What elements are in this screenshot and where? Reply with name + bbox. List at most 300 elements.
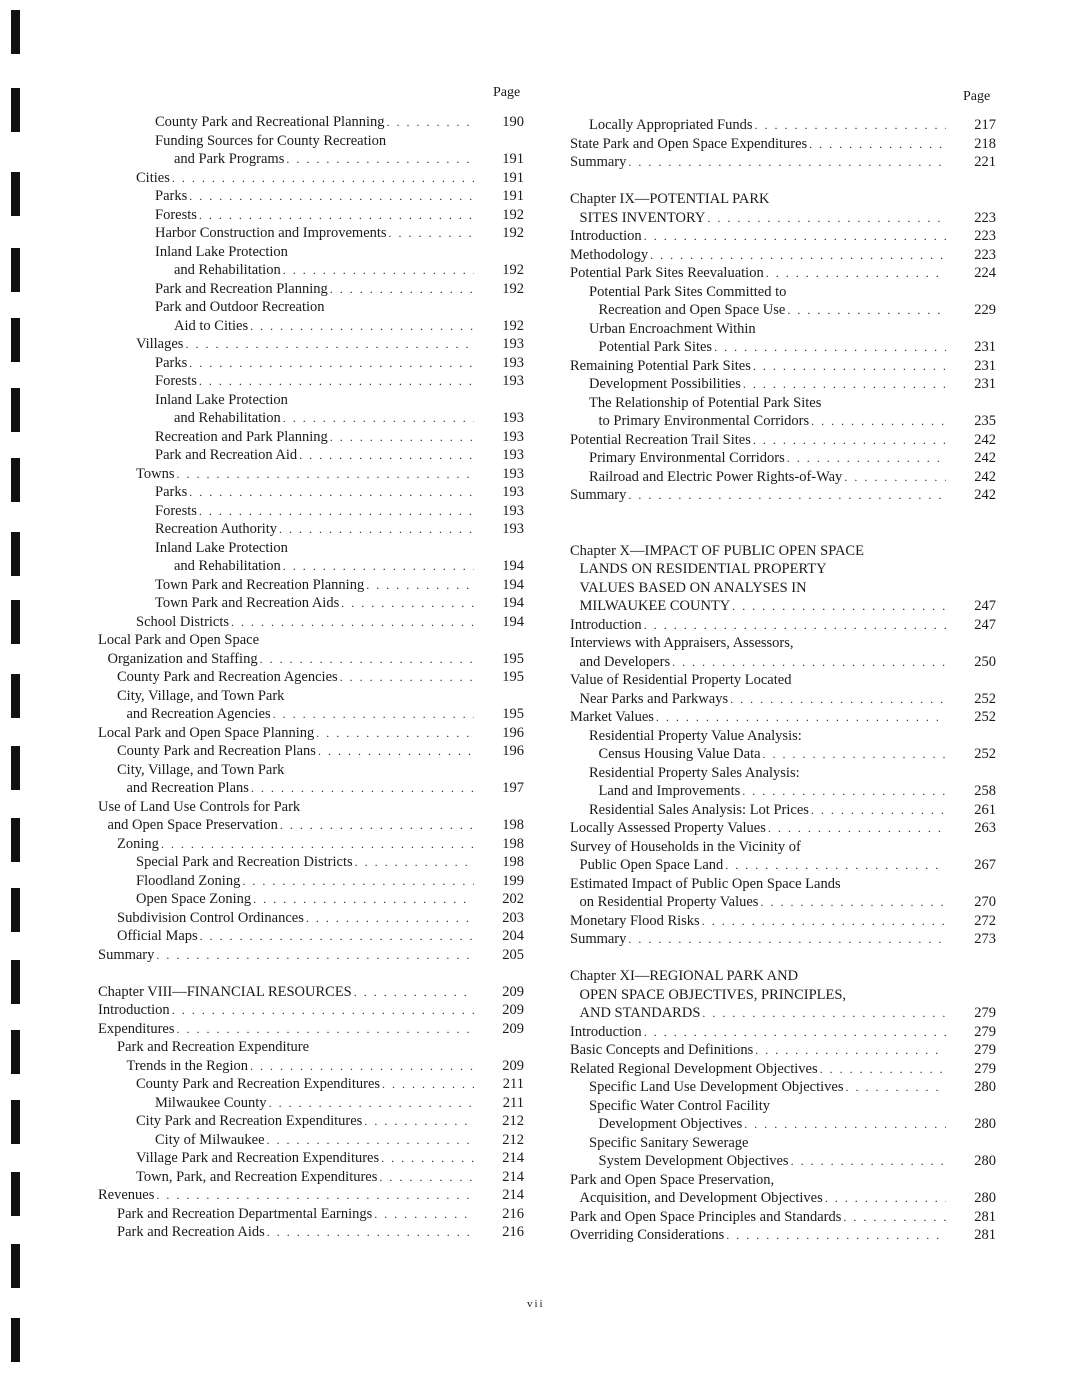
dot-leader — [374, 1205, 474, 1224]
toc-entry-page: 216 — [502, 1224, 524, 1240]
toc-entry — [570, 745, 996, 764]
toc-list-left — [98, 113, 524, 1242]
toc-entry-title: Floodland Zoning — [136, 872, 241, 889]
toc-entry-page: 198 — [502, 817, 524, 833]
toc-entry — [570, 782, 996, 801]
toc-entry-title: Aid to Cities — [174, 317, 249, 334]
dot-leader — [189, 187, 474, 206]
toc-entry — [98, 983, 524, 1002]
toc-entry-title: Parks — [155, 188, 188, 204]
toc-entry-title: Potential Park Sites Committed to — [589, 283, 787, 300]
dot-leader — [189, 354, 474, 373]
binder-hole — [11, 88, 20, 132]
toc-entry — [570, 1041, 996, 1060]
toc-entry — [570, 1078, 996, 1097]
toc-entry-page: 205 — [502, 946, 524, 963]
dot-leader — [283, 261, 474, 280]
toc-entry — [570, 634, 996, 653]
toc-entry-page: 279 — [974, 1005, 996, 1021]
dot-leader — [725, 856, 946, 875]
toc-entry — [570, 1152, 996, 1171]
toc-entry-title: Remaining Potential Park Sites — [570, 357, 751, 374]
binder-hole — [11, 818, 20, 862]
dot-leader — [355, 853, 474, 872]
dot-leader — [730, 690, 946, 709]
toc-entry-page: 204 — [502, 928, 524, 944]
dot-leader — [628, 153, 946, 172]
dot-leader — [811, 412, 946, 431]
dot-leader — [650, 246, 946, 265]
dot-leader — [628, 930, 946, 949]
toc-entry-title: and Rehabilitation — [174, 262, 281, 278]
toc-entry-title: Related Regional Development Objectives — [570, 1060, 818, 1077]
toc-entry-page: 191 — [502, 188, 524, 204]
toc-entry-page: 194 — [502, 595, 524, 611]
toc-entry-title: State Park and Open Space Expenditures — [570, 135, 808, 152]
toc-entry-page: 195 — [502, 706, 524, 722]
toc-entry — [570, 246, 996, 265]
toc-entry — [98, 724, 524, 743]
toc-entry — [98, 687, 524, 706]
toc-entry-page: 192 — [502, 262, 524, 278]
toc-entry-page: 197 — [502, 780, 524, 796]
toc-entry — [98, 539, 524, 558]
toc-entry-title: Forests — [155, 206, 197, 223]
toc-entry-page: 280 — [974, 1079, 996, 1095]
toc-entry-page: 195 — [502, 669, 524, 685]
toc-entry-page: 247 — [974, 616, 996, 633]
toc-entry — [570, 412, 996, 431]
toc-entry-page: 250 — [974, 653, 996, 670]
binder-hole — [11, 1030, 20, 1074]
toc-entry-page: 192 — [502, 206, 524, 223]
toc-entry — [98, 557, 524, 576]
toc-entry — [98, 1186, 524, 1205]
binder-hole — [11, 458, 20, 502]
toc-entry — [98, 261, 524, 280]
dot-leader — [354, 983, 474, 1002]
toc-entry-page: 252 — [974, 709, 996, 725]
toc-entry — [570, 1134, 996, 1153]
toc-entry — [98, 631, 524, 650]
toc-entry-page: 252 — [974, 746, 996, 762]
toc-entry-title: The Relationship of Potential Park Sites — [589, 394, 822, 411]
toc-entry — [570, 468, 996, 487]
toc-entry-title: Expenditures — [98, 1020, 175, 1037]
toc-entry-title: Forests — [155, 502, 197, 519]
toc-entry-page: 247 — [974, 598, 996, 614]
toc-entry — [570, 116, 996, 135]
toc-entry-page: 258 — [974, 783, 996, 799]
toc-entry — [98, 132, 524, 151]
toc-entry-page: 280 — [974, 1116, 996, 1132]
toc-entry-title: Park and Recreation Departmental Earnings — [117, 1205, 373, 1222]
toc-entry-title: Park and Recreation Aid — [155, 447, 298, 463]
dot-leader — [330, 428, 474, 447]
dot-leader — [299, 446, 474, 465]
binder-hole — [11, 746, 20, 790]
toc-entry-title: Towns — [136, 465, 175, 482]
toc-entry — [98, 650, 524, 669]
dot-leader — [279, 520, 474, 539]
binder-hole — [11, 888, 20, 932]
dot-leader — [283, 409, 474, 428]
toc-entry-title: Local Park and Open Space — [98, 632, 260, 648]
toc-entry-page: 223 — [974, 228, 996, 244]
toc-entry-page: 198 — [502, 835, 524, 852]
section-spacer — [98, 964, 524, 983]
toc-entry-title: SITES INVENTORY — [579, 209, 706, 226]
toc-entry — [570, 486, 996, 505]
toc-entry-title: Summary — [570, 154, 627, 170]
toc-entry-page: 218 — [974, 135, 996, 152]
toc-entry — [98, 335, 524, 354]
section-spacer — [570, 505, 996, 524]
toc-entry-page: 270 — [974, 894, 996, 910]
dot-leader — [763, 745, 946, 764]
toc-entry-title: and Open Space Preservation — [107, 817, 278, 833]
toc-entry-title: VALUES BASED ON ANALYSES IN — [579, 579, 807, 596]
toc-entry-title: Parks — [155, 354, 188, 371]
toc-entry-title: Census Housing Value Data — [598, 746, 761, 762]
dot-leader — [366, 576, 474, 595]
toc-entry-title: Official Maps — [117, 928, 198, 944]
toc-entry-title: Potential Recreation Trail Sites — [570, 431, 751, 448]
page-folio: vii — [527, 1298, 545, 1310]
toc-entry — [98, 1205, 524, 1224]
dot-leader — [306, 909, 474, 928]
toc-entry — [570, 394, 996, 413]
toc-entry — [570, 1115, 996, 1134]
dot-leader — [156, 946, 474, 965]
toc-entry-title: OPEN SPACE OBJECTIVES, PRINCIPLES, — [579, 986, 847, 1003]
toc-entry — [98, 761, 524, 780]
toc-entry-title: Town, Park, and Recreation Expenditures — [136, 1168, 378, 1185]
toc-entry-page: 279 — [974, 1060, 996, 1077]
toc-entry-title: Specific Water Control Facility — [589, 1097, 770, 1114]
toc-entry — [98, 798, 524, 817]
toc-entry — [98, 150, 524, 169]
toc-entry — [98, 465, 524, 484]
toc-entry-title: Methodology — [570, 246, 649, 263]
toc-entry — [570, 560, 996, 579]
toc-entry — [98, 927, 524, 946]
toc-entry — [570, 671, 996, 690]
toc-entry — [98, 779, 524, 798]
toc-entry-title: Survey of Households in the Vicinity of — [570, 838, 801, 855]
toc-entry-page: 242 — [974, 431, 996, 448]
dot-leader — [286, 150, 474, 169]
dot-leader — [707, 209, 946, 228]
toc-entry-title: Development Objectives — [598, 1116, 743, 1132]
toc-entry — [570, 1189, 996, 1208]
toc-entry-title: LANDS ON RESIDENTIAL PROPERTY — [579, 561, 827, 577]
toc-entry-title: and Recreation Agencies — [126, 706, 271, 722]
toc-entry-page: 235 — [974, 413, 996, 429]
toc-entry-title: Railroad and Electric Power Rights-of-Way — [589, 468, 843, 485]
dot-leader — [825, 1189, 946, 1208]
toc-entry-title: Town Park and Recreation Aids — [155, 595, 340, 611]
dot-leader — [253, 890, 474, 909]
toc-entry-page: 193 — [502, 484, 524, 500]
toc-entry — [570, 708, 996, 727]
toc-entry-page: 193 — [502, 336, 524, 352]
toc-entry-page: 223 — [974, 246, 996, 263]
toc-entry — [98, 354, 524, 373]
toc-entry-title: Use of Land Use Controls for Park — [98, 798, 301, 815]
toc-entry-title: City of Milwaukee — [155, 1131, 265, 1148]
toc-entry-title: Milwaukee County — [155, 1094, 267, 1111]
dot-leader — [364, 1112, 474, 1131]
toc-entry-title: County Park and Recreation Agencies — [117, 669, 338, 685]
toc-entry-title: Summary — [98, 946, 155, 963]
toc-entry-title: Recreation and Park Planning — [155, 428, 328, 445]
toc-entry-title: Acquisition, and Development Objectives — [579, 1190, 823, 1206]
binder-hole — [11, 1172, 20, 1216]
toc-entry — [570, 320, 996, 339]
dot-leader — [755, 1041, 946, 1060]
toc-entry-title: Chapter X—IMPACT OF PUBLIC OPEN SPACE — [570, 542, 864, 559]
toc-entry-title: Locally Assessed Property Values — [570, 820, 766, 836]
toc-entry — [570, 893, 996, 912]
toc-entry — [98, 1020, 524, 1039]
toc-entry — [98, 280, 524, 299]
dot-leader — [702, 912, 946, 931]
toc-entry — [98, 1112, 524, 1131]
dot-leader — [199, 502, 474, 521]
toc-entry-page: 223 — [974, 209, 996, 226]
toc-entry — [98, 446, 524, 465]
dot-leader — [809, 135, 946, 154]
toc-entry-title: Land and Improvements — [598, 783, 741, 799]
toc-entry-page: 202 — [502, 891, 524, 907]
toc-entry-title: Potential Park Sites — [598, 339, 713, 355]
toc-entry-page: 191 — [502, 151, 524, 167]
toc-entry-title: Introduction — [570, 228, 642, 244]
toc-entry-page: 192 — [502, 280, 524, 297]
toc-entry — [570, 209, 996, 228]
dot-leader — [199, 206, 474, 225]
toc-entry — [98, 594, 524, 613]
toc-entry — [98, 946, 524, 965]
toc-entry-page: 221 — [974, 154, 996, 170]
toc-entry-title: Park and Recreation Expenditure — [117, 1039, 310, 1055]
dot-leader — [644, 1023, 946, 1042]
toc-entry — [570, 542, 996, 561]
toc-entry-page: 281 — [974, 1208, 996, 1225]
toc-entry-page: 211 — [502, 1094, 524, 1111]
toc-entry-title: Residential Sales Analysis: Lot Prices — [589, 801, 809, 818]
toc-entry — [98, 169, 524, 188]
dot-leader — [176, 465, 474, 484]
dot-leader — [811, 801, 946, 820]
toc-entry — [98, 1149, 524, 1168]
toc-entry-page: 196 — [502, 724, 524, 741]
dot-leader — [787, 449, 946, 468]
dot-leader — [280, 816, 474, 835]
toc-entry-title: Interviews with Appraisers, Assessors, — [570, 635, 794, 651]
toc-entry-page: 193 — [502, 354, 524, 371]
binder-hole — [11, 960, 20, 1004]
toc-entry-title: Chapter VIII—FINANCIAL RESOURCES — [98, 983, 352, 1000]
toc-entry — [98, 428, 524, 447]
toc-entry — [98, 742, 524, 761]
toc-entry-page: 203 — [502, 909, 524, 926]
toc-entry — [98, 1057, 524, 1076]
toc-entry-page: 252 — [974, 690, 996, 707]
toc-entry-title: City Park and Recreation Expenditures — [136, 1113, 363, 1129]
toc-entry-page: 190 — [502, 114, 524, 130]
toc-entry-title: Inland Lake Protection — [155, 243, 288, 260]
toc-entry — [98, 1223, 524, 1242]
toc-entry — [98, 890, 524, 909]
toc-entry-title: Inland Lake Protection — [155, 539, 288, 556]
dot-leader — [267, 1223, 474, 1242]
dot-leader — [714, 338, 946, 357]
toc-list-right — [570, 116, 996, 1245]
toc-entry-title: to Primary Environmental Corridors — [598, 413, 810, 429]
dot-leader — [185, 335, 474, 354]
toc-entry — [570, 986, 996, 1005]
binder-hole — [11, 600, 20, 644]
toc-entry — [570, 838, 996, 857]
toc-entry — [570, 1060, 996, 1079]
toc-entry-title: Introduction — [570, 1023, 642, 1040]
toc-entry-title: School Districts — [136, 613, 230, 630]
toc-entry — [570, 153, 996, 172]
toc-entry-title: Revenues — [98, 1187, 155, 1203]
toc-entry-title: City, Village, and Town Park — [117, 687, 285, 704]
dot-leader — [844, 468, 946, 487]
toc-entry — [98, 1131, 524, 1150]
toc-entry-page: 194 — [502, 576, 524, 593]
toc-entry — [570, 912, 996, 931]
dot-leader — [189, 483, 474, 502]
toc-entry-title: Cities — [136, 169, 170, 186]
toc-entry-title: Park and Open Space Principles and Standards — [570, 1208, 842, 1225]
toc-entry-page: 194 — [502, 613, 524, 630]
dot-leader — [250, 317, 474, 336]
toc-entry-page: 263 — [974, 820, 996, 836]
toc-entry-title: Market Values — [570, 709, 654, 725]
dot-leader — [283, 557, 474, 576]
toc-entry-page: 193 — [502, 521, 524, 537]
dot-leader — [161, 835, 474, 854]
toc-entry-title: Inland Lake Protection — [155, 391, 288, 408]
toc-entry — [98, 317, 524, 336]
toc-entry-title: Trends in the Region — [126, 1057, 249, 1074]
toc-entry-title: Urban Encroachment Within — [589, 320, 756, 337]
toc-entry-page: 214 — [502, 1168, 524, 1185]
toc-entry — [98, 502, 524, 521]
toc-entry — [98, 1168, 524, 1187]
dot-leader — [318, 742, 474, 761]
toc-entry — [98, 613, 524, 632]
toc-entry-page: 193 — [502, 410, 524, 426]
binder-hole — [11, 318, 20, 362]
dot-leader — [743, 375, 946, 394]
toc-entry-title: and Recreation Plans — [126, 780, 249, 796]
binder-hole-strip — [0, 0, 40, 1380]
binder-hole — [11, 674, 20, 718]
toc-entry-title: County Park and Recreational Planning — [155, 114, 385, 130]
toc-entry — [570, 1208, 996, 1227]
page-column-header-right: Page — [963, 89, 991, 104]
toc-entry — [98, 1075, 524, 1094]
dot-leader — [755, 116, 946, 135]
toc-entry-page: 242 — [974, 487, 996, 503]
toc-entry — [98, 576, 524, 595]
toc-entry — [98, 853, 524, 872]
toc-entry-page: 193 — [502, 447, 524, 463]
toc-entry-page: 212 — [502, 1113, 524, 1129]
toc-entry — [570, 801, 996, 820]
dot-leader — [672, 653, 946, 672]
toc-entry-page: 191 — [502, 169, 524, 186]
dot-leader — [766, 264, 946, 283]
toc-entry-title: Primary Environmental Corridors — [589, 450, 785, 466]
dot-leader — [381, 1149, 474, 1168]
dot-leader — [269, 1094, 474, 1113]
toc-entry-title: and Park Programs — [174, 151, 285, 167]
toc-entry-title: Parks — [155, 484, 188, 500]
toc-entry-title: Park and Recreation Planning — [155, 280, 328, 297]
toc-entry-title: Estimated Impact of Public Open Space Lands — [570, 875, 841, 892]
toc-entry — [98, 1038, 524, 1057]
toc-entry — [98, 1001, 524, 1020]
toc-entry-page: 280 — [974, 1153, 996, 1169]
toc-entry-title: Zoning — [117, 835, 159, 852]
toc-entry-page: 209 — [502, 983, 524, 1000]
toc-entry — [98, 668, 524, 687]
toc-entry — [570, 727, 996, 746]
toc-entry-title: County Park and Recreation Expenditures — [136, 1076, 381, 1092]
toc-entry-title: Subdivision Control Ordinances — [117, 909, 304, 926]
toc-entry — [98, 909, 524, 928]
dot-leader — [260, 650, 474, 669]
toc-entry-page: 192 — [502, 225, 524, 241]
toc-entry — [98, 409, 524, 428]
dot-leader — [791, 1152, 946, 1171]
toc-entry-page: 242 — [974, 468, 996, 485]
toc-entry-page: 209 — [502, 1002, 524, 1018]
toc-entry — [570, 1171, 996, 1190]
toc-entry — [98, 298, 524, 317]
toc-entry-page: 198 — [502, 854, 524, 870]
toc-entry-title: Open Space Zoning — [136, 891, 252, 907]
toc-entry-title: Funding Sources for County Recreation — [155, 132, 387, 149]
binder-hole — [11, 10, 20, 54]
toc-entry — [98, 391, 524, 410]
section-spacer — [570, 949, 996, 968]
toc-entry-page: 231 — [974, 339, 996, 355]
binder-hole — [11, 172, 20, 216]
toc-entry — [570, 930, 996, 949]
toc-entry — [98, 835, 524, 854]
dot-leader — [330, 280, 474, 299]
toc-entry — [570, 338, 996, 357]
toc-entry — [570, 616, 996, 635]
dot-leader — [787, 301, 946, 320]
toc-entry-page: 279 — [974, 1023, 996, 1040]
section-spacer — [570, 172, 996, 191]
toc-entry — [570, 227, 996, 246]
toc-entry-title: Overriding Considerations — [570, 1227, 725, 1243]
binder-hole — [11, 1244, 20, 1288]
toc-entry-title: MILWAUKEE COUNTY — [579, 598, 731, 614]
dot-leader — [753, 431, 946, 450]
binder-hole — [11, 248, 20, 292]
